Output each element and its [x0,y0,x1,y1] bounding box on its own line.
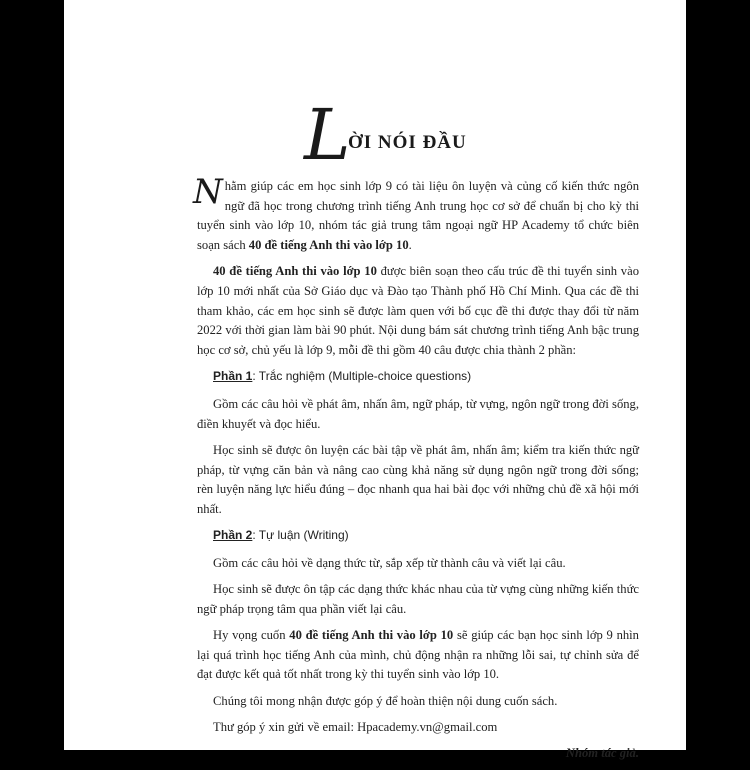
part1-paragraph-2: Học sinh sẽ được ôn luyện các bài tập về phát âm, nhấn âm; kiểm tra kiến thức ngữ pháp, từ vựng căn bản và nâng cao cùng khả năng sử dụng ngôn ngữ trong đời sống; rèn luyện năng lực hiểu đúng – đọc nhanh qua hai bài đọc với những chủ đề xã hội mới nhất. [197,442,639,517]
structure-text: được biên soạn theo cấu trúc đề thi tuyển sinh vào lớp 10 mới nhất của Sở Giáo dục và Đào tạo Thành phố Hồ Chí Minh. Qua các đề thi tham khảo, các em học sinh sẽ được làm quen với bố cục đề thi được thay đổi từ năm 2022 với thời gian làm bài 90 phút. Nội dung bám sát chương trình tiếng Anh bậc trung học cơ sở, chủ yếu là lớp 9, mỗi đề thi gồm 40 câu được chia thành 2 phần: [197,264,639,358]
part2-title: : Tự luận (Writing) [252,528,349,543]
structure-book-title: 40 đề tiếng Anh thi vào lớp 10 [213,264,377,279]
part1-label: Phần 1 [213,369,253,384]
intro-initial: N [193,172,223,212]
page-title [304,94,544,180]
title-initial: L [304,94,351,176]
intro-text-a: hằm giúp các em học sinh lớp 9 có tài liệu ôn luyện và củng cố kiến thức ngôn ngữ đã học trong chương trình tiếng Anh trung học cơ sở để chuẩn bị cho kỳ thi tuyển sinh vào lớp 10, nhóm tác giả trung tâm ngoại ngữ HP Academy tổ chức biên soạn sách [197,179,639,253]
contact-paragraph: Thư góp ý xin gửi về email: Hpacademy.vn@gmail.com [213,719,498,734]
intro-text-b: . [408,238,412,253]
part1-heading [213,367,639,387]
signature: Nhóm tác giả. [565,746,639,761]
hope-paragraph [197,626,639,685]
part2-paragraph-2: Học sinh sẽ được ôn tập các dạng thức khác nhau của từ vựng cùng những kiến thức ngữ pháp trọng tâm qua phần viết lại câu. [197,582,639,616]
hope-book-title: 40 đề tiếng Anh thi vào lớp 10 [289,628,454,643]
part1-paragraph-1: Gồm các câu hỏi về phát âm, nhấn âm, ngữ pháp, từ vựng, ngôn ngữ trong đời sống, điền khuyết và đọc hiểu. [197,397,639,431]
hope-text-a: Hy vọng cuốn [213,628,290,643]
title-text: ỜI NÓI ĐẦU [348,132,467,153]
intro-paragraph [193,172,639,256]
document-body [193,172,639,770]
part2-label: Phần 2 [213,528,253,543]
part1-title: : Trắc nghiệm (Multiple-choice questions) [252,369,472,384]
part2-paragraph-1: Gồm các câu hỏi về dạng thức từ, sắp xếp từ thành câu và viết lại câu. [213,555,566,570]
part2-heading [213,526,639,546]
document-page [64,0,686,761]
thanks-paragraph: Chúng tôi mong nhận được góp ý để hoàn thiện nội dung cuốn sách. [213,693,558,708]
hope-text-b: sẽ giúp các bạn học sinh lớp 9 nhìn lại quá trình học tiếng Anh của mình, chủ động nhận ra những lỗi sai, tự chỉnh sửa để đạt được kết quả tốt nhất trong kỳ thi tuyển sinh vào lớp 10. [197,628,639,682]
structure-paragraph [197,262,639,361]
intro-book-title: 40 đề tiếng Anh thi vào lớp 10 [248,238,409,253]
